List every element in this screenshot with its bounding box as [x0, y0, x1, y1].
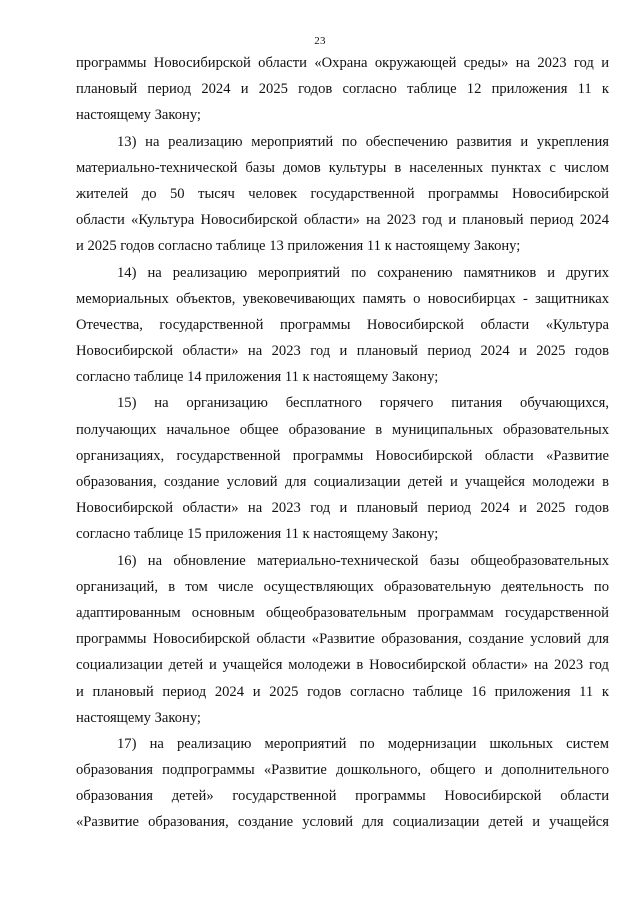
text-line: 17) на реализацию мероприятий по модернизации школьных систем: [117, 735, 609, 752]
text-line: 13) на реализацию мероприятий по обеспечению развития и укрепления: [117, 133, 609, 150]
text-line: согласно таблице 14 приложения 11 к настоящему Закону;: [76, 369, 439, 386]
text-line: программы Новосибирской области «Развитие образования, создание условий для: [76, 631, 609, 648]
text-line: и плановый период 2024 и 2025 годов согласно таблице 16 приложения 11 к: [76, 683, 609, 700]
text-line: 14) на реализацию мероприятий по сохранению памятников и других: [117, 264, 609, 281]
text-line: образования, создание условий для социализации детей и учащейся молодежи в: [76, 474, 609, 490]
paragraph-item-15: [76, 390, 609, 547]
text-line: и 2025 годов согласно таблице 13 приложения 11 к настоящему Закону;: [76, 238, 521, 255]
text-line: мемориальных объектов, увековечивающих память о новосибирцах - защитниках: [76, 290, 609, 307]
text-line: Отечества, государственной программы Новосибирской области «Культура: [76, 316, 609, 333]
paragraph-item-16: [76, 548, 609, 731]
text-line: настоящему Закону;: [76, 107, 201, 124]
paragraph-item-12-continuation: [76, 50, 609, 129]
text-line: организациях, государственной программы Новосибирской области «Развитие: [76, 447, 609, 464]
text-line: жителей до 50 тысяч человек государственной программы Новосибирской: [76, 185, 609, 202]
text-line: образования подпрограммы «Развитие дошкольного, общего и дополнительного: [76, 762, 609, 779]
text-line: образования детей» государственной программы Новосибирской области: [76, 788, 609, 805]
paragraph-item-13: [76, 129, 609, 260]
text-line: организаций, в том числе осуществляющих образовательную деятельность по: [76, 578, 609, 595]
text-line: настоящему Закону;: [76, 709, 201, 726]
text-line: материально-технической базы домов культуры в населенных пунктах с числом: [76, 159, 609, 176]
text-line: программы Новосибирской области «Охрана окружающей среды» на 2023 год и: [76, 55, 609, 71]
text-line: 15) на организацию бесплатного горячего питания обучающихся,: [117, 395, 609, 412]
text-line: 16) на обновление материально-технической базы общеобразовательных: [117, 552, 609, 569]
text-line: Новосибирской области» на 2023 год и плановый период 2024 и 2025 годов: [76, 500, 609, 517]
text-line: области «Культура Новосибирской области» на 2023 год и плановый период 2024: [76, 212, 609, 229]
text-line: социализации детей и учащейся молодежи в Новосибирской области» на 2023 год: [76, 657, 609, 674]
document-body: [76, 50, 609, 836]
text-line: получающих начальное общее образование в муниципальных образовательных: [76, 421, 609, 438]
paragraph-item-14: [76, 260, 609, 391]
text-line: адаптированным основным общеобразовательным программам государственной: [76, 604, 609, 621]
text-line: «Развитие образования, создание условий для социализации детей и учащейся: [76, 814, 609, 831]
text-line: Новосибирской области» на 2023 год и плановый период 2024 и 2025 годов: [76, 343, 609, 360]
page-number: 23: [314, 35, 326, 47]
text-line: согласно таблице 15 приложения 11 к настоящему Закону;: [76, 526, 439, 543]
text-line: плановый период 2024 и 2025 годов согласно таблице 12 приложения 11 к: [76, 81, 609, 98]
paragraph-item-17: [76, 731, 609, 836]
